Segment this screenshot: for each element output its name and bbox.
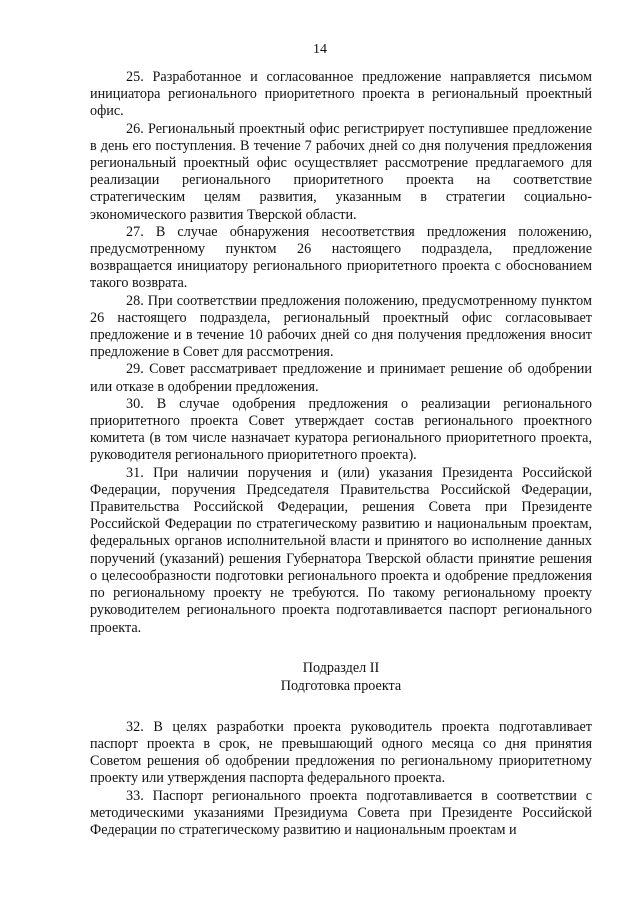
paragraph-25: 25. Разработанное и согласованное предложение направляется письмом инициатора регионального приоритетного проекта в региональный проектный офис. xyxy=(90,69,592,120)
paragraph-33: 33. Паспорт регионального проекта подготавливается в соответствии с методическими указаниями Президиума Совета при Президенте Российской Федерации по стратегическому развитию и национальным проектам и xyxy=(90,787,592,838)
paragraph-29: 29. Совет рассматривает предложение и принимает решение об одобрении или отказе в одобрении предложения. xyxy=(90,361,592,395)
paragraph-32: 32. В целях разработки проекта руководитель проекта подготавливает паспорт проекта в срок, не превышающий одного месяца со дня принятия Советом решения об одобрении предложения по региональному приоритетному проекту или утверждения паспорта федерального проекта. xyxy=(90,718,592,787)
paragraph-26: 26. Региональный проектный офис регистрирует поступившее предложение в день его поступления. В течение 7 рабочих дней со дня получения предложения региональный проектный офис осуществляет рассмотрение предлагаемого для реализации регионального приоритетного проекта на соответствие стратегическим целям развития, указанным в стратегии социально-экономического развития Тверской области. xyxy=(90,120,592,223)
document-body xyxy=(90,69,592,839)
subsection-title: Подготовка проекта xyxy=(280,677,402,694)
paragraph-27: 27. В случае обнаружения несоответствия предложения положению, предусмотренному пунктом 26 настоящего подраздела, предложение возвращается инициатору регионального приоритетного проекта с обоснованием такого возврата. xyxy=(90,223,592,292)
subsection-heading xyxy=(90,659,592,695)
page-number: 14 xyxy=(313,42,327,57)
subsection-number: Подраздел II xyxy=(302,659,380,676)
paragraph-30: 30. В случае одобрения предложения о реализации регионального приоритетного проекта Совет утверждает состав регионального проектного комитета (в том числе назначает куратора регионального приоритетного проекта, руководителя регионального приоритетного проекта). xyxy=(90,395,592,464)
paragraph-31: 31. При наличии поручения и (или) указания Президента Российской Федерации, поручения Председателя Правительства Российской Федерации, Правительства Российской Федерации, решения Совета при Президенте Российской Федерации по стратегическому развитию и национальным проектам, федеральных органов исполнительной власти и принятого во исполнение данных поручений (указаний) решения Губернатора Тверской области принятие решения о целесообразности подготовки регионального проекта и одобрение предложения по региональному проекту не требуются. По такому региональному проекту руководителем регионального проекта подготавливается паспорт регионального проекта. xyxy=(90,464,592,636)
paragraph-28: 28. При соответствии предложения положению, предусмотренному пунктом 26 настоящего подраздела, региональный проектный офис согласовывает предложение и в течение 10 рабочих дней со дня получения предложения вносит предложение в Совет для рассмотрения. xyxy=(90,292,592,361)
